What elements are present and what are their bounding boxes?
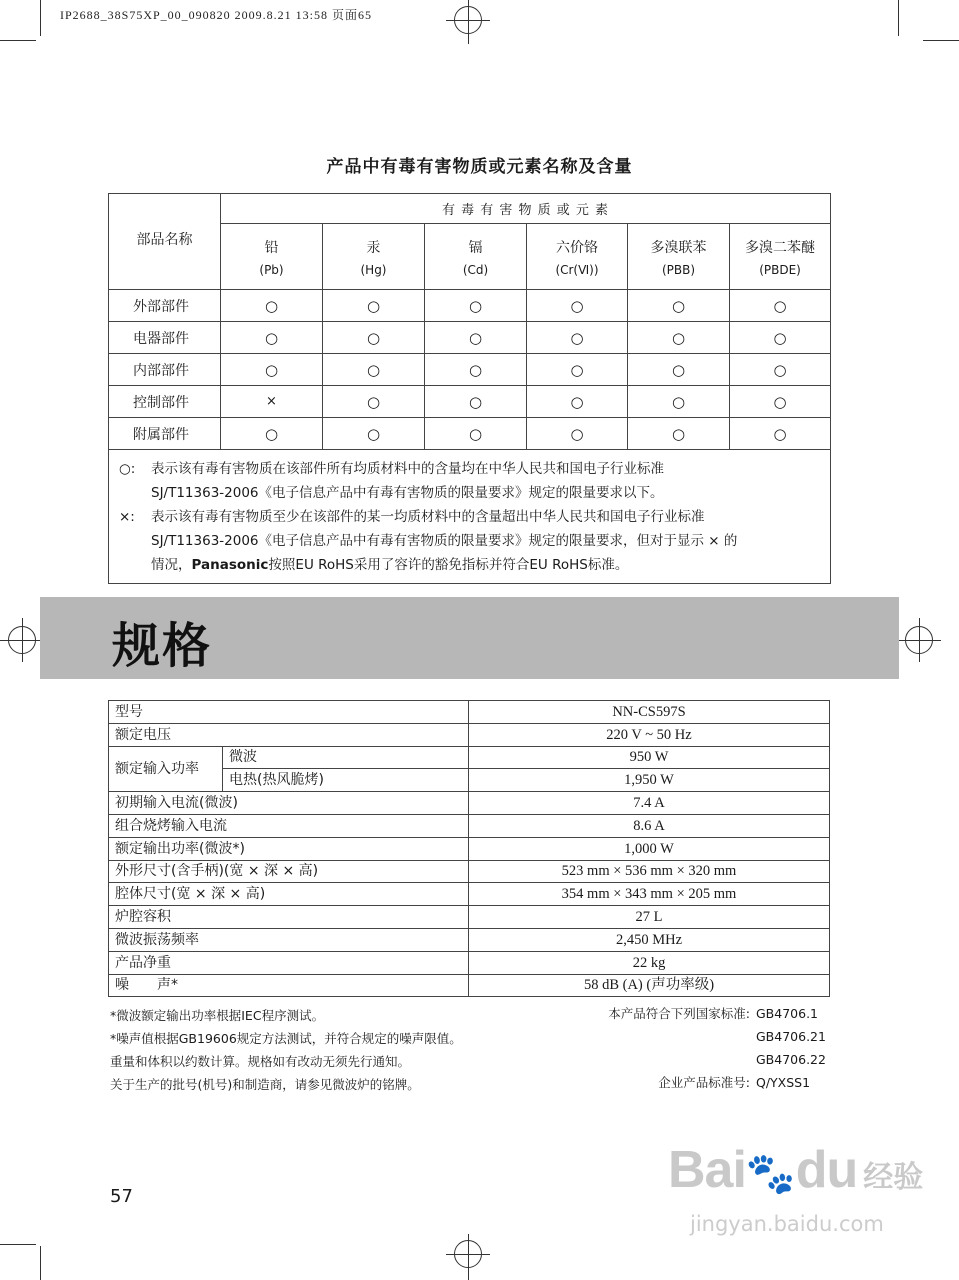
table-row — [109, 928, 830, 951]
spec-value: 950 W — [469, 746, 830, 769]
crop-mark — [40, 0, 41, 36]
watermark-brand: Bai — [668, 1141, 746, 1199]
part-name: 电器部件 — [109, 322, 221, 354]
spec-value: 8.6 A — [469, 814, 830, 837]
footnote: 重量和体积以约数计算。规格如有改动无须先行通知。 — [110, 1054, 411, 1069]
mark-cell: ○ — [527, 418, 628, 450]
part-name-header: 部品名称 — [109, 194, 221, 290]
national-standard-label: 本产品符合下列国家标准: — [608, 1006, 750, 1021]
mark-cell: ○ — [628, 418, 730, 450]
column-name: 多溴联苯 — [650, 239, 707, 256]
column-name: 镉 — [468, 239, 483, 256]
legend-cross — [119, 505, 820, 529]
crop-mark — [40, 1246, 41, 1280]
legend-symbol: ○: — [119, 460, 136, 477]
print-header: IP2688_38S75XP_00_090820 2009.8.21 13:58 页面65 — [60, 8, 373, 22]
mark-cell: ○ — [628, 386, 730, 418]
mark-cell: ○ — [527, 354, 628, 386]
table-row — [109, 322, 831, 354]
hazard-table — [108, 193, 831, 584]
table-row — [109, 701, 830, 724]
mark-cell: ○ — [221, 290, 323, 322]
mark-cell: ○ — [628, 322, 730, 354]
mark-cell: ○ — [425, 290, 527, 322]
standard-line — [560, 1071, 830, 1094]
column-name: 多溴二苯醚 — [745, 239, 816, 256]
spec-value: NN-CS597S — [469, 701, 830, 724]
part-name: 内部部件 — [109, 354, 221, 386]
standard-line — [560, 1002, 830, 1025]
legend-text: 表示该有毒有害物质在该部件所有均质材料中的含量均在中华人民共和国电子行业标准 — [151, 460, 664, 477]
standard-code: Q/YXSS1 — [756, 1075, 811, 1090]
mark-cell: ○ — [323, 290, 425, 322]
spec-sublabel: 微波 — [223, 746, 469, 769]
mark-cell: ○ — [221, 418, 323, 450]
spec-label: 组合烧烤输入电流 — [109, 814, 469, 837]
column-symbol: (PBDE) — [759, 262, 801, 277]
column-header — [730, 224, 831, 290]
table-row — [109, 723, 830, 746]
table-row — [109, 837, 830, 860]
table-row — [109, 883, 830, 906]
table-row — [109, 290, 831, 322]
column-header — [527, 224, 628, 290]
crop-mark — [22, 618, 23, 662]
spec-value: 1,000 W — [469, 837, 830, 860]
legend-text: SJ/T11363-2006《电子信息产品中有毒有害物质的限量要求》规定的限量要求，但对于显示 × 的 — [151, 532, 738, 549]
part-name: 附属部件 — [109, 418, 221, 450]
watermark-brand: du — [795, 1141, 858, 1199]
mark-cell: ○ — [628, 354, 730, 386]
mark-cell: ○ — [221, 322, 323, 354]
mark-cell: ○ — [425, 418, 527, 450]
crop-mark — [923, 40, 959, 41]
table-row — [109, 974, 830, 997]
mark-cell: ○ — [323, 386, 425, 418]
mark-cell: ○ — [527, 386, 628, 418]
crop-mark — [446, 20, 490, 21]
legend-text-line — [119, 553, 820, 577]
spec-label: 腔体尺寸(宽 × 深 × 高) — [109, 883, 469, 906]
column-name: 六价铬 — [556, 239, 598, 256]
mark-cell: ○ — [527, 290, 628, 322]
column-symbol: (PBB) — [661, 262, 696, 277]
legend-notes — [109, 450, 831, 584]
section-banner — [40, 597, 899, 679]
mark-cell: ○ — [425, 322, 527, 354]
mark-cell: ○ — [730, 386, 831, 418]
spec-label: 炉腔容积 — [109, 906, 469, 929]
legend-text: SJ/T11363-2006《电子信息产品中有毒有害物质的限量要求》规定的限量要求以下。 — [151, 484, 664, 501]
legend-symbol: ×: — [119, 508, 135, 525]
column-header — [628, 224, 730, 290]
mark-cell: ○ — [628, 290, 730, 322]
crop-mark — [0, 1244, 36, 1245]
legend-text: 表示该有毒有害物质至少在该部件的某一均质材料中的含量超出中华人民共和国电子行业标准 — [151, 508, 705, 525]
mark-cell: ○ — [730, 322, 831, 354]
table-row — [109, 386, 831, 418]
standard-code: GB4706.22 — [756, 1052, 826, 1067]
standard-code: GB4706.1 — [756, 1006, 818, 1021]
mark-cell: ○ — [527, 322, 628, 354]
spec-value: 220 V ~ 50 Hz — [469, 723, 830, 746]
mark-cell: ○ — [221, 354, 323, 386]
mark-cell: ○ — [730, 418, 831, 450]
spec-label: 微波振荡频率 — [109, 928, 469, 951]
column-name: 铅 — [264, 239, 279, 256]
mark-cell: ○ — [425, 386, 527, 418]
hazard-table-title: 产品中有毒有害物质或元素名称及含量 — [326, 157, 633, 177]
crop-mark — [468, 1234, 469, 1280]
legend-text: 按照EU RoHS采用了容许的豁免指标并符合EU RoHS标准。 — [268, 556, 629, 573]
spec-label: 噪 声* — [109, 974, 469, 997]
column-name: 汞 — [366, 239, 381, 256]
table-row — [109, 354, 831, 386]
spec-label: 额定输入功率 — [109, 746, 223, 792]
legend-circle — [119, 457, 820, 481]
table-row — [109, 860, 830, 883]
mark-cell: × — [221, 386, 323, 418]
spec-value: 7.4 A — [469, 792, 830, 815]
column-symbol: (Cd) — [462, 262, 489, 277]
column-header — [221, 224, 323, 290]
standard-line — [560, 1048, 830, 1071]
standard-code: GB4706.21 — [756, 1029, 826, 1044]
column-header — [323, 224, 425, 290]
footnote: *微波额定输出功率根据IEC程序测试。 — [110, 1008, 325, 1023]
spec-value: 22 kg — [469, 951, 830, 974]
mark-cell: ○ — [730, 290, 831, 322]
table-row — [109, 792, 830, 815]
spec-value: 1,950 W — [469, 769, 830, 792]
footnote: 关于生产的批号(机号)和制造商，请参见微波炉的铭牌。 — [110, 1077, 420, 1092]
crop-mark — [468, 0, 469, 44]
spec-sublabel: 电热(热风脆烤) — [223, 769, 469, 792]
mark-cell: ○ — [323, 322, 425, 354]
spec-label: 额定输出功率(微波*) — [109, 837, 469, 860]
spec-label: 初期输入电流(微波) — [109, 792, 469, 815]
footnotes — [110, 1004, 462, 1096]
column-symbol: (Hg) — [360, 262, 387, 277]
watermark-text: 经验 — [863, 1160, 924, 1195]
crop-mark — [919, 618, 920, 662]
spec-label: 额定电压 — [109, 723, 469, 746]
spec-value: 27 L — [469, 906, 830, 929]
column-symbol: (Pb) — [259, 262, 284, 277]
footnote: *噪声值根据GB19606规定方法测试，并符合规定的噪声限值。 — [110, 1031, 462, 1046]
watermark-url: jingyan.baidu.com — [690, 1212, 884, 1236]
spec-label: 型号 — [109, 701, 469, 724]
table-row — [109, 906, 830, 929]
spec-value: 523 mm × 536 mm × 320 mm — [469, 860, 830, 883]
column-header — [425, 224, 527, 290]
part-name: 外部部件 — [109, 290, 221, 322]
standards-block — [560, 1002, 830, 1094]
table-row — [109, 418, 831, 450]
crop-mark — [0, 40, 36, 41]
spec-label: 产品净重 — [109, 951, 469, 974]
table-row — [109, 951, 830, 974]
column-symbol: (Cr(Ⅵ)) — [555, 262, 599, 277]
substance-header: 有 毒 有 害 物 质 或 元 素 — [221, 194, 831, 224]
table-row — [109, 814, 830, 837]
mark-cell: ○ — [425, 354, 527, 386]
enterprise-standard-label: 企业产品标准号: — [658, 1075, 750, 1090]
part-name: 控制部件 — [109, 386, 221, 418]
spec-label: 外形尺寸(含手柄)(宽 × 深 × 高) — [109, 860, 469, 883]
legend-text: 情况， — [151, 556, 192, 573]
page-number: 57 — [110, 1186, 133, 1207]
standard-line — [560, 1025, 830, 1048]
crop-mark — [898, 0, 899, 36]
spec-value: 58 dB (A) (声功率级) — [469, 974, 830, 997]
section-title: 规格 — [112, 618, 213, 674]
paw-icon: 🐾 — [745, 1151, 796, 1197]
spec-value: 354 mm × 343 mm × 205 mm — [469, 883, 830, 906]
mark-cell: ○ — [323, 354, 425, 386]
crop-mark — [446, 1254, 490, 1255]
mark-cell: ○ — [323, 418, 425, 450]
spec-value: 2,450 MHz — [469, 928, 830, 951]
brand-name: Panasonic — [191, 556, 269, 573]
mark-cell: ○ — [730, 354, 831, 386]
baidu-watermark — [668, 1140, 924, 1236]
spec-table — [108, 700, 830, 997]
table-row — [109, 746, 830, 769]
